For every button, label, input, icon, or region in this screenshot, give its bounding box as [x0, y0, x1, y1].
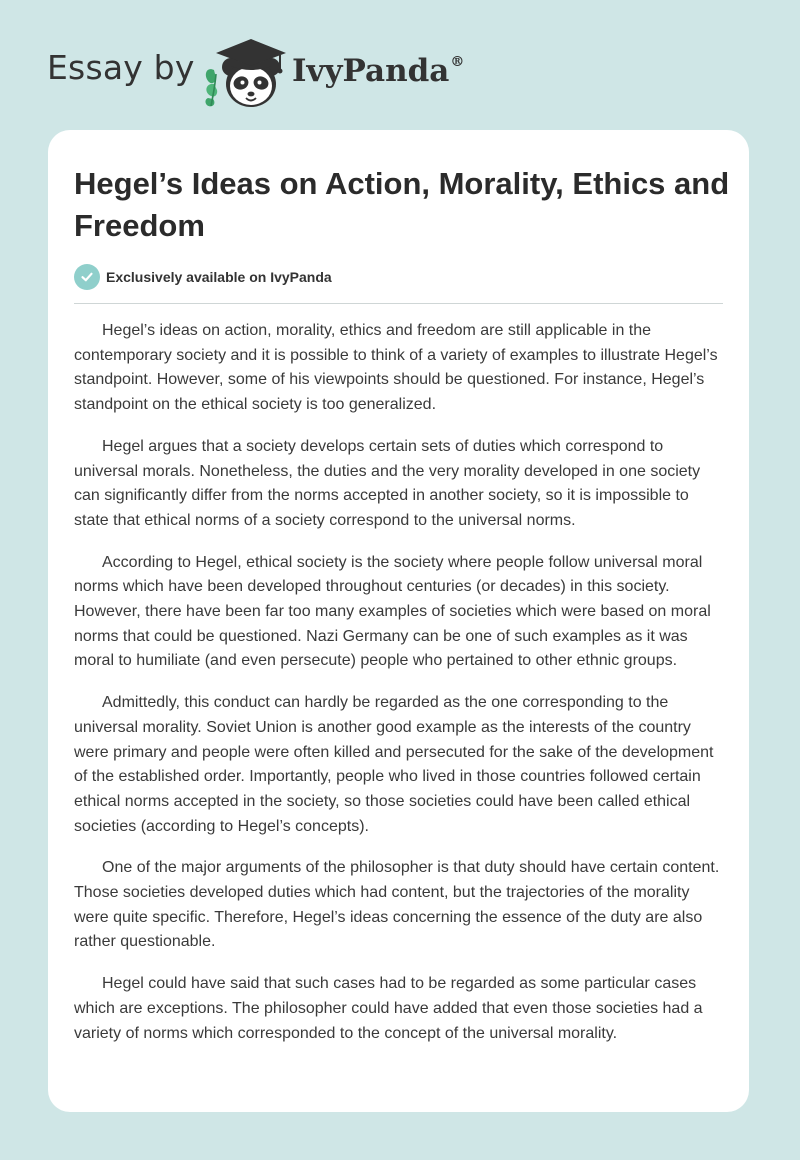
page-title: Hegel’s Ideas on Action, Morality, Ethics and Freedom [74, 166, 730, 243]
ivypanda-logo-icon[interactable] [200, 36, 292, 112]
paragraph: According to Hegel, ethical society is the society where people follow universal moral norms which have been developed throughout centuries (or decades) in this society. However, there have been far too many examples of societies which were based on moral norms that could be questioned. Nazi Germany can be one of such examples as it was moral to humiliate (and even persecute) people who pertained to other ethnic groups. [74, 553, 711, 670]
paragraph: Hegel’s ideas on action, morality, ethics and freedom are still applicable in the contemporary society and it is possible to think of a variety of examples to illustrate Hegel’s standpoint. However, some of his viewpoints should be questioned. For instance, Hegel’s standpoint on the ethical society is too generalized. [74, 322, 718, 414]
paragraph: Hegel could have said that such cases had to be regarded as some particular cases which are exceptions. The philosopher could have added that even those societies had a variety of norms which corresponded to the concept of the universal morality. [74, 975, 703, 1042]
exclusive-label: Exclusively available on IvyPanda [106, 269, 332, 285]
essay-by-label: Essay by [47, 48, 195, 87]
ivy-leaf-icon [206, 84, 217, 97]
essay-body [74, 319, 726, 1063]
registered-mark: ® [450, 53, 465, 70]
paragraph: One of the major arguments of the philosopher is that duty should have certain content. Those societies developed duties which had content, but the trajectories of the morality were quite specific. Therefore, Hegel’s ideas concerning the essence of the duty are also rather questionable. [74, 859, 720, 951]
check-icon [74, 264, 100, 290]
exclusive-badge [74, 263, 332, 291]
essay-card [48, 130, 749, 1112]
paragraph: Admittedly, this conduct can hardly be regarded as the one corresponding to the universal morality. Soviet Union is another good example as the interests of the country were primary and people were often killed and persecuted for the sake of the development of the established order. Importantly, people who lived in those countries followed certain ethical norms accepted in the society, so those societies could have been called ethical societies (according to Hegel’s concepts). [74, 694, 714, 835]
brand-name[interactable]: IvyPanda® [292, 53, 465, 89]
site-header [0, 0, 800, 130]
paragraph: Hegel argues that a society develops certain sets of duties which correspond to universal morals. Nonetheless, the duties and the very morality developed in one society can significantly differ from the norms accepted in another society, so it is impossible to state that ethical norms of a society correspond to the universal norms. [74, 437, 701, 529]
divider [74, 303, 723, 304]
